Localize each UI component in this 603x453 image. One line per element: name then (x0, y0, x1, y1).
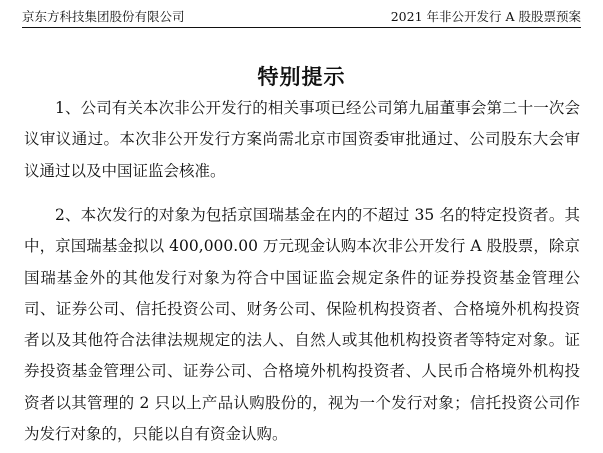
paragraph-1: 1、公司有关本次非公开发行的相关事项已经公司第九届董事会第二十一次会议审议通过。本次非公开发行方案尚需北京市国资委审批通过、公司股东大会审议通过以及中国证监会核准。 (24, 99, 580, 180)
header-divider (22, 27, 581, 28)
section-title: 特别提示 (257, 65, 346, 89)
page-header (22, 6, 581, 28)
header-company-name: 京东方科技集团股份有限公司 (22, 9, 185, 24)
paragraph-2: 2、本次发行的对象为包括京国瑞基金在内的不超过 35 名的特定投资者。其中，京国瑞基金拟以 400,000.00 万元现金认购本次非公开发行 A 股股票，除京国瑞基金外的其他发行对象为符合中国证监会规定条件的证券投资基金管理公司、证券公司、信托投资公司、财务公司、保险机构投资者、合格境外机构投资者以及其他符合法律法规规定的法人、自然人或其他机构投资者等特定对象。证券投资基金管理公司、证券公司、合格境外机构投资者、人民币合格境外机构投资者以其管理的 2 只以上产品认购股份的，视为一个发行对象；信托投资公司作为发行对象的，只能以自有资金认购。 (24, 206, 580, 444)
header-document-title: 2021 年非公开发行 A 股股票预案 (390, 9, 581, 24)
